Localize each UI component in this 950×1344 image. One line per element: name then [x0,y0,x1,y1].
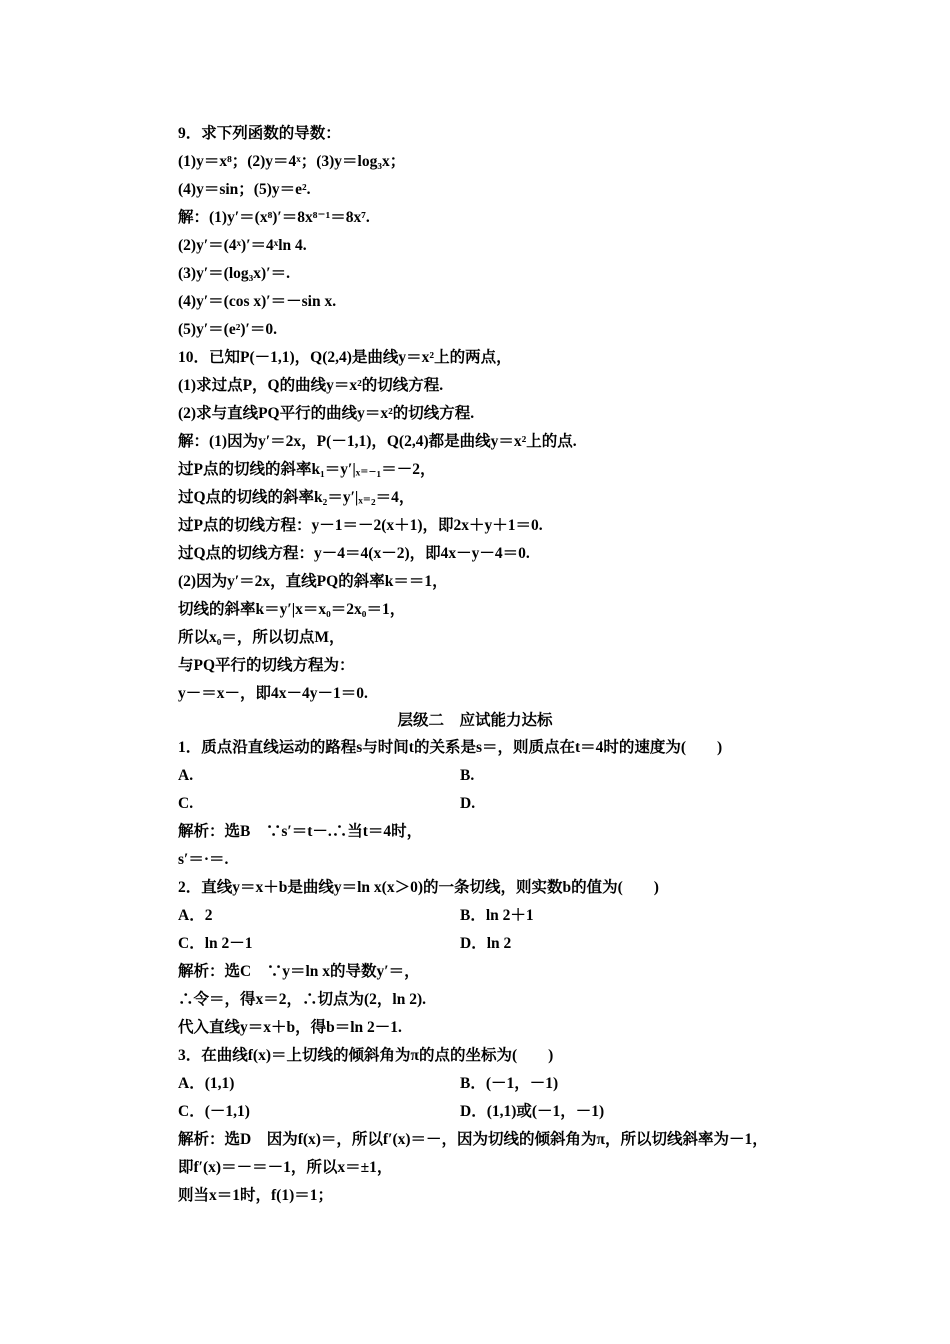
solution-9-line-2: (2)y′＝(4ˣ)′＝4ˣln 4. [178,237,307,254]
solution-10-line-6: (2)因为y′＝2x，直线PQ的斜率k＝＝1， [178,573,448,590]
question-3-analysis-1: 解析：选D 因为f(x)＝，所以f′(x)＝－，因为切线的倾斜角为π，所以切线斜率为－1， [178,1131,768,1148]
question-2-analysis-2: ∴令＝，得x＝2，∴切点为(2，ln 2). [178,991,427,1008]
question-2-option-d: D．ln 2 [460,935,512,952]
solution-10-line-10: y－＝x－，即4x－4y－1＝0. [178,685,368,702]
solution-9-line-4: (4)y′＝(cos x)′＝－sin x. [178,293,337,310]
solution-10-line-1: 解：(1)因为y′＝2x，P(－1,1)，Q(2,4)都是曲线y＝x²上的点. [178,433,577,450]
solution-10-line-4: 过P点的切线方程：y－1＝－2(x＋1)，即2x＋y＋1＝0. [178,517,543,534]
question-1-option-b: B. [460,767,475,784]
question-2-option-a: A．2 [178,907,213,924]
solution-10-line-7: 切线的斜率k＝y′|x＝x₀＝2x₀＝1， [178,601,406,618]
solution-10-line-5: 过Q点的切线方程：y－4＝4(x－2)，即4x－y－4＝0. [178,545,530,562]
question-2-option-c: C．ln 2－1 [178,935,253,952]
problem-10-part-2: (2)求与直线PQ平行的曲线y＝x²的切线方程. [178,405,475,422]
problem-10-part-1: (1)求过点P，Q的曲线y＝x²的切线方程. [178,377,444,394]
question-3-stem: 3．在曲线f(x)＝上切线的倾斜角为π的点的坐标为( ) [178,1047,554,1064]
solution-10-line-3: 过Q点的切线的斜率k₂＝y′|ₓ₌₂＝4， [178,489,415,506]
section-heading: 层级二 应试能力达标 [397,712,553,729]
problem-10-title: 10．已知P(－1,1)，Q(2,4)是曲线y＝x²上的两点， [178,349,512,366]
question-2-option-b: B．ln 2＋1 [460,907,534,924]
solution-9-line-5: (5)y′＝(e²)′＝0. [178,321,278,338]
question-2-stem: 2．直线y＝x＋b是曲线y＝ln x(x＞0)的一条切线，则实数b的值为( ) [178,879,659,896]
question-3-option-c: C．(－1,1) [178,1103,250,1120]
question-3-option-d: D．(1,1)或(－1，－1) [460,1103,605,1120]
problem-9-functions-2: (4)y＝sin；(5)y＝e². [178,181,311,198]
question-1-option-c: C. [178,795,194,812]
question-3-analysis-2: 即f′(x)＝－＝－1，所以x＝±1， [178,1159,393,1176]
solution-10-line-2: 过P点的切线的斜率k₁＝y′|ₓ₌₋₁＝－2， [178,461,436,478]
question-1-analysis-1: 解析：选B ∵s′＝t－.∴当t＝4时， [178,823,423,840]
problem-9-title: 9．求下列函数的导数： [178,125,341,142]
solution-10-line-8: 所以x₀＝，所以切点M， [178,629,345,646]
question-1-stem: 1．质点沿直线运动的路程s与时间t的关系是s＝，则质点在t＝4时的速度为( ) [178,739,723,756]
question-1-analysis-2: s′＝·＝. [178,851,229,868]
solution-9-line-1: 解：(1)y′＝(x⁸)′＝8x⁸⁻¹＝8x⁷. [178,209,370,226]
problem-9-functions-1: (1)y＝x⁸；(2)y＝4ˣ；(3)y＝log₃x； [178,153,406,170]
solution-10-line-9: 与PQ平行的切线方程为： [178,657,355,674]
question-1-option-d: D. [460,795,476,812]
question-3-option-a: A．(1,1) [178,1075,235,1092]
question-3-analysis-3: 则当x＝1时，f(1)＝1； [178,1187,333,1204]
question-2-analysis-1: 解析：选C ∵y＝ln x的导数y′＝， [178,963,420,980]
question-3-option-b: B．(－1，－1) [460,1075,559,1092]
question-1-option-a: A. [178,767,194,784]
question-2-analysis-3: 代入直线y＝x＋b，得b＝ln 2－1. [178,1019,402,1036]
solution-9-line-3: (3)y′＝(log₃x)′＝. [178,265,290,282]
